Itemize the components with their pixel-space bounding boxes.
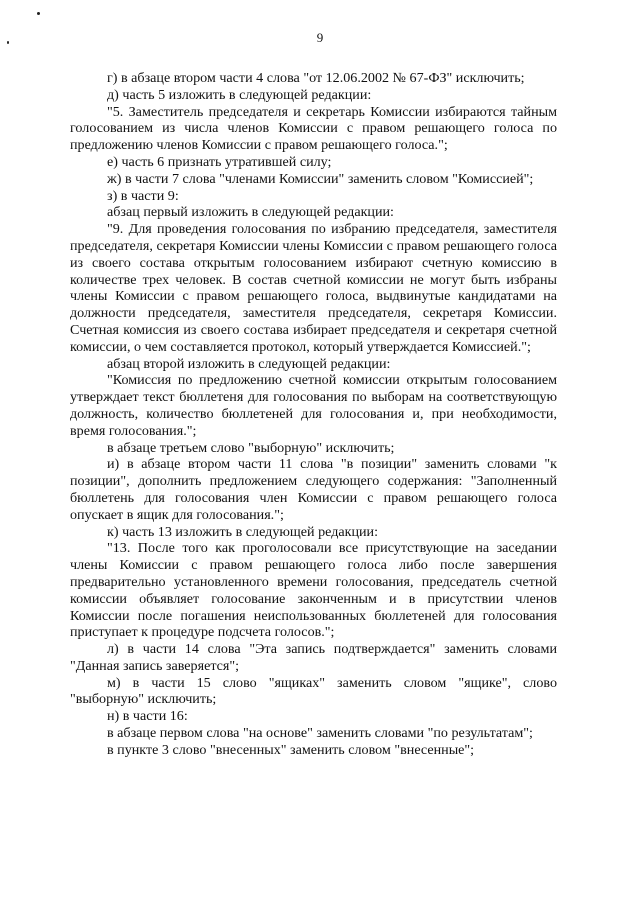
scan-dot-mark <box>37 12 40 15</box>
paragraph: ж) в части 7 слова "членами Комиссии" заменить словом "Комиссией"; <box>107 170 534 187</box>
paragraph: к) часть 13 изложить в следующей редакции: <box>107 523 379 540</box>
paragraph: абзац второй изложить в следующей редакции: <box>107 355 391 372</box>
paragraph: и) в абзаце втором части 11 слова "в позиции" заменить словами "к позиции", дополнить предложением следующего содержания: "Заполненный бюллетень для голосования член Комиссии с правом решающего голоса опускает в ящик для голосования."; <box>70 456 557 523</box>
paragraph: з) в части 9: <box>107 187 179 204</box>
paragraph: абзац первый изложить в следующей редакции: <box>107 204 394 221</box>
quoted-paragraph: "9. Для проведения голосования по избранию председателя, заместителя председателя, секретаря Комиссии члены Комиссии с правом решающего голоса из своего состава открытым голосованием избирают счетную комиссию в количестве трех человек. В состав счетной комиссии не могут быть избраны члены Комиссии с правом решающего голоса, выдвинутые кандидатами на должности председателя, заместителя председателя, секретаря Комиссии. Счетная комиссия из своего состава избирает председателя и секретаря счетной комиссии, о чем составляется протокол, который утверждается Комиссией."; <box>70 221 557 355</box>
paragraph: в абзаце первом слова "на основе" заменить словами "по результатам"; <box>107 725 533 742</box>
paragraph: л) в части 14 слова "Эта запись подтверждается" заменить словами "Данная запись заверяется"; <box>70 641 557 674</box>
paragraph: м) в части 15 слово "ящиках" заменить словом "ящике", слово "выборную" исключить; <box>70 674 557 708</box>
document-body <box>70 70 557 759</box>
paragraph: в пункте 3 слово "внесенных" заменить словом "внесенные"; <box>107 741 475 758</box>
quoted-paragraph: "Комиссия по предложению счетной комиссии открытым голосованием утверждает текст бюллетеня для голосования по выборам на соответствующую должность, количество бюллетеней для голосования и, при необходимости, время голосования."; <box>70 372 557 439</box>
paragraph: в абзаце третьем слово "выборную" исключить; <box>107 439 395 456</box>
paragraph: е) часть 6 признать утратившей силу; <box>107 153 332 170</box>
paragraph: н) в части 16: <box>107 708 188 725</box>
quoted-paragraph: "13. После того как проголосовали все присутствующие на заседании члены Комиссии с правом решающего голоса либо после завершения предварительно установленного времени голосования, председатель счетной комиссии объявляет голосование законченным и в присутствии членов Комиссии после погашения неиспользованных бюллетеней для голосования приступает к процедуре подсчета голосов."; <box>70 540 557 641</box>
page-number: 9 <box>316 30 324 45</box>
quoted-paragraph: "5. Заместитель председателя и секретарь Комиссии избираются тайным голосованием из числа членов Комиссии с правом решающего голоса по предложению членов Комиссии с правом решающего голоса."; <box>70 103 557 154</box>
paragraph: д) часть 5 изложить в следующей редакции: <box>107 86 372 103</box>
paragraph: г) в абзаце втором части 4 слова "от 12.06.2002 № 67-ФЗ" исключить; <box>107 70 525 86</box>
